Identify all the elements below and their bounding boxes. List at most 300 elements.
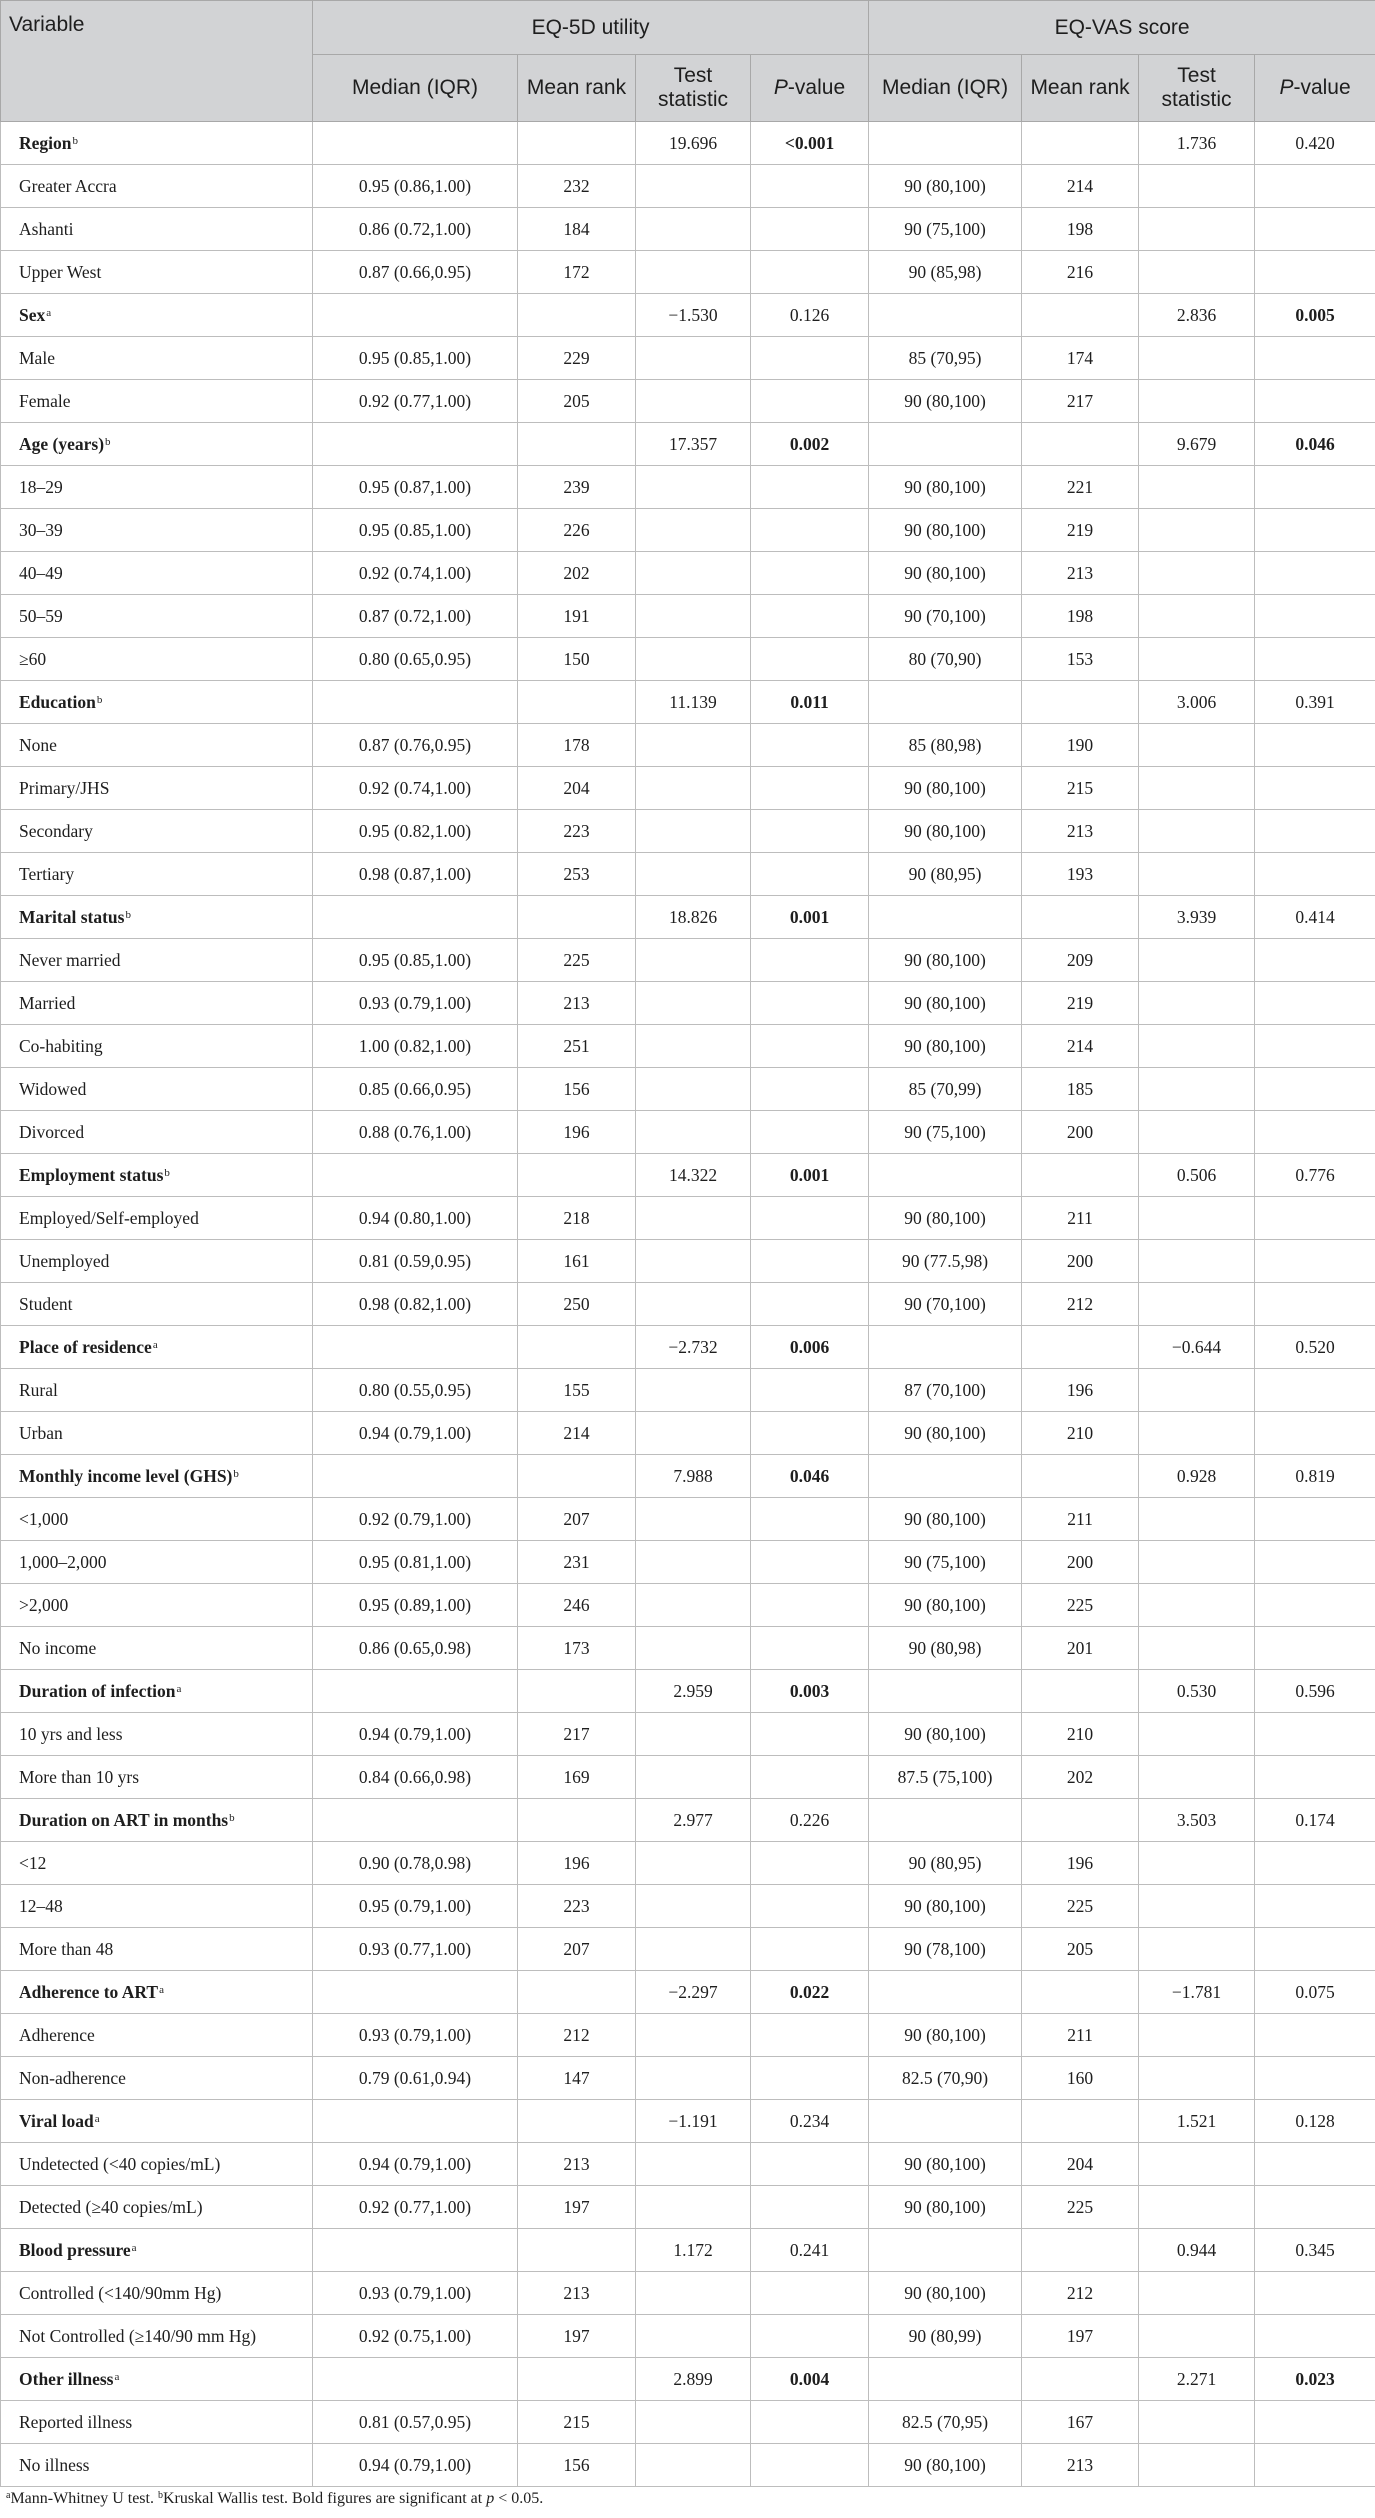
subgroup-row <box>1 1240 1375 1283</box>
value-cell: 216 <box>1022 251 1139 294</box>
subgroup-row <box>1 2401 1375 2444</box>
value-cell: 197 <box>518 2315 636 2358</box>
value-cell: 90 (85,98) <box>869 251 1022 294</box>
subgroup-row <box>1 1584 1375 1627</box>
variable-label: Ashanti <box>19 218 74 239</box>
value-cell <box>751 165 869 208</box>
subgroup-row <box>1 2057 1375 2100</box>
value-cell: 90 (80,100) <box>869 810 1022 853</box>
variable-cell <box>1 2143 313 2186</box>
value-cell: 11.139 <box>636 681 751 724</box>
variable-label: No illness <box>19 2454 90 2475</box>
value-cell <box>869 2100 1022 2143</box>
value-cell: 200 <box>1022 1541 1139 1584</box>
value-cell <box>518 1455 636 1498</box>
value-cell <box>1022 1455 1139 1498</box>
value-cell <box>1022 1799 1139 1842</box>
value-cell <box>1139 552 1255 595</box>
value-cell: 150 <box>518 638 636 681</box>
value-cell: 90 (80,100) <box>869 509 1022 552</box>
value-cell: 0.174 <box>1255 1799 1375 1842</box>
value-cell: 90 (80,100) <box>869 1584 1022 1627</box>
value-cell <box>1139 1197 1255 1240</box>
subgroup-row <box>1 1885 1375 1928</box>
value-cell: 0.94 (0.79,1.00) <box>313 1412 518 1455</box>
value-cell: 90 (80,100) <box>869 466 1022 509</box>
subgroup-row <box>1 2315 1375 2358</box>
value-cell: 207 <box>518 1498 636 1541</box>
value-cell: 90 (80,100) <box>869 2014 1022 2057</box>
value-cell: 90 (80,100) <box>869 165 1022 208</box>
header-p-symbol: P <box>773 76 788 99</box>
value-cell <box>1255 1283 1375 1326</box>
value-cell: 0.420 <box>1255 122 1375 165</box>
value-cell <box>636 165 751 208</box>
value-cell <box>1255 1498 1375 1541</box>
value-cell <box>751 767 869 810</box>
variable-cell <box>1 208 313 251</box>
value-cell: 214 <box>518 1412 636 1455</box>
subgroup-row <box>1 1928 1375 1971</box>
value-cell <box>1139 2014 1255 2057</box>
value-cell <box>1255 1025 1375 1068</box>
value-cell: 14.322 <box>636 1154 751 1197</box>
value-cell <box>751 1111 869 1154</box>
variable-cell <box>1 810 313 853</box>
variable-cell <box>1 896 313 939</box>
value-cell: 90 (80,100) <box>869 2186 1022 2229</box>
header-group-eq5d: EQ-5D utility <box>313 1 869 55</box>
value-cell <box>1255 2315 1375 2358</box>
test-footnote-mark: b <box>96 693 103 706</box>
value-cell: 218 <box>518 1197 636 1240</box>
value-cell <box>313 1971 518 2014</box>
value-cell <box>636 853 751 896</box>
value-cell <box>313 423 518 466</box>
value-cell: 213 <box>518 2143 636 2186</box>
value-cell <box>636 2186 751 2229</box>
value-cell: 90 (80,100) <box>869 939 1022 982</box>
value-cell <box>1255 1627 1375 1670</box>
value-cell <box>1139 165 1255 208</box>
value-cell <box>636 2444 751 2487</box>
variable-cell <box>1 251 313 294</box>
value-cell: 0.94 (0.79,1.00) <box>313 2444 518 2487</box>
value-cell: 2.836 <box>1139 294 1255 337</box>
value-cell <box>1139 724 1255 767</box>
value-cell <box>1139 1885 1255 1928</box>
variable-label: Widowed <box>19 1078 87 1099</box>
value-cell: 0.95 (0.86,1.00) <box>313 165 518 208</box>
value-cell: 85 (80,98) <box>869 724 1022 767</box>
subgroup-row <box>1 1068 1375 1111</box>
value-cell <box>1139 208 1255 251</box>
value-cell <box>1139 380 1255 423</box>
subgroup-row <box>1 2014 1375 2057</box>
value-cell <box>1255 1197 1375 1240</box>
value-cell <box>1255 2444 1375 2487</box>
value-cell <box>751 552 869 595</box>
variable-cell <box>1 1627 313 1670</box>
variable-cell <box>1 1412 313 1455</box>
value-cell: 90 (80,100) <box>869 767 1022 810</box>
value-cell <box>636 337 751 380</box>
value-cell <box>1255 1369 1375 1412</box>
value-cell <box>751 2014 869 2057</box>
value-cell <box>751 1584 869 1627</box>
category-row <box>1 1971 1375 2014</box>
value-cell: 174 <box>1022 337 1139 380</box>
header-subcolumn <box>636 55 751 122</box>
value-cell <box>518 2229 636 2272</box>
category-row <box>1 681 1375 724</box>
value-cell <box>636 380 751 423</box>
value-cell <box>869 122 1022 165</box>
value-cell <box>636 509 751 552</box>
value-cell: 0.776 <box>1255 1154 1375 1197</box>
value-cell <box>1139 2143 1255 2186</box>
value-cell: 212 <box>518 2014 636 2057</box>
value-cell: 200 <box>1022 1240 1139 1283</box>
variable-cell <box>1 2272 313 2315</box>
variable-label: Married <box>19 992 76 1013</box>
header-subcolumn-label: Test statistic <box>657 64 728 111</box>
value-cell: 0.95 (0.87,1.00) <box>313 466 518 509</box>
category-row <box>1 1154 1375 1197</box>
value-cell <box>636 939 751 982</box>
value-cell <box>1255 2014 1375 2057</box>
variable-cell <box>1 595 313 638</box>
value-cell <box>1139 337 1255 380</box>
variable-label: Adherence <box>19 2024 95 2045</box>
value-cell: 0.022 <box>751 1971 869 2014</box>
value-cell: 156 <box>518 2444 636 2487</box>
value-cell <box>869 1455 1022 1498</box>
value-cell <box>1139 466 1255 509</box>
variable-cell <box>1 2186 313 2229</box>
value-cell <box>751 1025 869 1068</box>
variable-cell <box>1 380 313 423</box>
variable-label: <1,000 <box>19 1508 69 1529</box>
subgroup-row <box>1 1541 1375 1584</box>
variable-label: Employed/Self-employed <box>19 1207 199 1228</box>
value-cell: 90 (80,100) <box>869 982 1022 1025</box>
value-cell <box>636 595 751 638</box>
value-cell <box>1022 1154 1139 1197</box>
value-cell: 80 (70,90) <box>869 638 1022 681</box>
value-cell <box>1139 1756 1255 1799</box>
value-cell: 90 (80,95) <box>869 1842 1022 1885</box>
variable-cell <box>1 1541 313 1584</box>
value-cell: 90 (80,100) <box>869 2272 1022 2315</box>
variable-cell <box>1 1498 313 1541</box>
value-cell: 0.95 (0.89,1.00) <box>313 1584 518 1627</box>
value-cell <box>751 2444 869 2487</box>
value-cell: 221 <box>1022 466 1139 509</box>
variable-label: 50–59 <box>19 605 63 626</box>
value-cell: 3.503 <box>1139 1799 1255 1842</box>
value-cell <box>1255 1713 1375 1756</box>
value-cell <box>751 1283 869 1326</box>
value-cell <box>636 724 751 767</box>
value-cell <box>313 1455 518 1498</box>
variable-cell <box>1 2315 313 2358</box>
variable-cell <box>1 1799 313 1842</box>
test-footnote-mark: a <box>159 1983 164 1996</box>
value-cell <box>1255 810 1375 853</box>
variable-label: Co-habiting <box>19 1035 103 1056</box>
value-cell <box>518 1326 636 1369</box>
value-cell <box>636 2143 751 2186</box>
variable-cell <box>1 1326 313 1369</box>
variable-cell <box>1 552 313 595</box>
value-cell <box>751 208 869 251</box>
value-cell: 0.001 <box>751 896 869 939</box>
value-cell: 200 <box>1022 1111 1139 1154</box>
value-cell <box>751 2401 869 2444</box>
variable-label: Female <box>19 390 71 411</box>
header-subcolumn <box>1255 55 1375 122</box>
value-cell: 0.011 <box>751 681 869 724</box>
variable-label: Primary/JHS <box>19 777 110 798</box>
subgroup-row <box>1 1713 1375 1756</box>
value-cell <box>636 2315 751 2358</box>
value-cell <box>751 2057 869 2100</box>
header-subcolumn <box>869 55 1022 122</box>
subgroup-row <box>1 337 1375 380</box>
subgroup-row <box>1 853 1375 896</box>
variable-cell <box>1 1068 313 1111</box>
variable-label: Blood pressure <box>19 2239 131 2260</box>
value-cell <box>1255 595 1375 638</box>
value-cell: 196 <box>518 1842 636 1885</box>
value-cell: 2.899 <box>636 2358 751 2401</box>
value-cell <box>751 2272 869 2315</box>
value-cell: 173 <box>518 1627 636 1670</box>
value-cell <box>518 896 636 939</box>
subgroup-row <box>1 1412 1375 1455</box>
value-cell <box>636 1283 751 1326</box>
value-cell <box>1255 1928 1375 1971</box>
value-cell: 213 <box>518 2272 636 2315</box>
value-cell: 210 <box>1022 1713 1139 1756</box>
value-cell <box>636 982 751 1025</box>
footnote-b-text: Kruskal Wallis test. Bold figures are significant at <box>162 2490 487 2507</box>
value-cell: 90 (80,98) <box>869 1627 1022 1670</box>
header-subcolumn-label: -value <box>1293 76 1351 99</box>
value-cell: 0.928 <box>1139 1455 1255 1498</box>
value-cell: 0.93 (0.79,1.00) <box>313 982 518 1025</box>
variable-label: Controlled (<140/90mm Hg) <box>19 2282 222 2303</box>
value-cell: 226 <box>518 509 636 552</box>
value-cell <box>636 2401 751 2444</box>
value-cell: 1.00 (0.82,1.00) <box>313 1025 518 1068</box>
value-cell: 155 <box>518 1369 636 1412</box>
header-group-eqvas: EQ-VAS score <box>869 1 1375 55</box>
value-cell <box>636 638 751 681</box>
header-variable: Variable <box>1 1 313 122</box>
header-subcolumn <box>1139 55 1255 122</box>
variable-label: Tertiary <box>19 863 75 884</box>
variable-cell <box>1 1842 313 1885</box>
value-cell <box>313 122 518 165</box>
value-cell <box>636 2014 751 2057</box>
header-subcolumn <box>313 55 518 122</box>
value-cell: 225 <box>1022 2186 1139 2229</box>
variable-cell <box>1 2057 313 2100</box>
test-footnote-mark: b <box>233 1467 239 1480</box>
value-cell: 147 <box>518 2057 636 2100</box>
value-cell: 0.95 (0.85,1.00) <box>313 509 518 552</box>
value-cell: 219 <box>1022 509 1139 552</box>
value-cell: 90 (80,100) <box>869 1713 1022 1756</box>
value-cell <box>751 1412 869 1455</box>
value-cell: 0.94 (0.79,1.00) <box>313 2143 518 2186</box>
value-cell: 0.87 (0.76,0.95) <box>313 724 518 767</box>
value-cell: 0.92 (0.79,1.00) <box>313 1498 518 1541</box>
category-row <box>1 423 1375 466</box>
category-row <box>1 1799 1375 1842</box>
subgroup-row <box>1 1197 1375 1240</box>
value-cell: 225 <box>1022 1584 1139 1627</box>
value-cell: 202 <box>518 552 636 595</box>
variable-label: >2,000 <box>19 1594 69 1615</box>
value-cell <box>313 1799 518 1842</box>
subgroup-row <box>1 982 1375 1025</box>
value-cell <box>1255 251 1375 294</box>
value-cell: 0.520 <box>1255 1326 1375 1369</box>
category-row <box>1 2100 1375 2143</box>
value-cell <box>1139 1627 1255 1670</box>
value-cell: 178 <box>518 724 636 767</box>
category-row <box>1 2358 1375 2401</box>
value-cell <box>636 1756 751 1799</box>
value-cell: 207 <box>518 1928 636 1971</box>
value-cell: 87 (70,100) <box>869 1369 1022 1412</box>
variable-label: None <box>19 734 57 755</box>
table-footnote <box>6 2490 543 2508</box>
category-row <box>1 1455 1375 1498</box>
variable-label: 18–29 <box>19 476 63 497</box>
value-cell: 212 <box>1022 1283 1139 1326</box>
value-cell: 0.92 (0.74,1.00) <box>313 552 518 595</box>
value-cell: 205 <box>518 380 636 423</box>
value-cell: 253 <box>518 853 636 896</box>
value-cell <box>751 1713 869 1756</box>
variable-label: Non-adherence <box>19 2067 126 2088</box>
value-cell <box>1022 1326 1139 1369</box>
value-cell <box>518 1154 636 1197</box>
value-cell <box>869 2358 1022 2401</box>
subgroup-row <box>1 2272 1375 2315</box>
value-cell <box>1139 1928 1255 1971</box>
value-cell: 160 <box>1022 2057 1139 2100</box>
value-cell: 0.84 (0.66,0.98) <box>313 1756 518 1799</box>
value-cell <box>1139 1240 1255 1283</box>
value-cell <box>636 1842 751 1885</box>
value-cell: 215 <box>518 2401 636 2444</box>
value-cell <box>1255 1584 1375 1627</box>
value-cell: 0.86 (0.65,0.98) <box>313 1627 518 1670</box>
variable-cell <box>1 1971 313 2014</box>
value-cell: 0.005 <box>1255 294 1375 337</box>
value-cell <box>636 1928 751 1971</box>
value-cell: 196 <box>1022 1369 1139 1412</box>
test-footnote-mark: a <box>46 306 52 319</box>
value-cell: 9.679 <box>1139 423 1255 466</box>
footnote-mark-a: a <box>6 2490 11 2501</box>
value-cell: 0.075 <box>1255 1971 1375 2014</box>
variable-cell <box>1 165 313 208</box>
value-cell <box>1139 638 1255 681</box>
variable-label: Never married <box>19 949 121 970</box>
value-cell: 1.521 <box>1139 2100 1255 2143</box>
value-cell <box>1255 1541 1375 1584</box>
value-cell <box>751 1498 869 1541</box>
value-cell: 231 <box>518 1541 636 1584</box>
value-cell <box>1022 423 1139 466</box>
variable-cell <box>1 2401 313 2444</box>
variable-label: Not Controlled (≥140/90 mm Hg) <box>19 2325 257 2346</box>
test-footnote-mark: a <box>131 2241 137 2254</box>
subgroup-row <box>1 1627 1375 1670</box>
value-cell: 0.414 <box>1255 896 1375 939</box>
value-cell <box>636 208 751 251</box>
value-cell: 0.93 (0.77,1.00) <box>313 1928 518 1971</box>
value-cell: 197 <box>1022 2315 1139 2358</box>
value-cell: 190 <box>1022 724 1139 767</box>
variable-label: Age (years) <box>19 433 105 454</box>
subgroup-row <box>1 724 1375 767</box>
value-cell: 211 <box>1022 1498 1139 1541</box>
value-cell: 90 (75,100) <box>869 1111 1022 1154</box>
value-cell <box>1139 1111 1255 1154</box>
value-cell: 213 <box>1022 2444 1139 2487</box>
value-cell: 90 (70,100) <box>869 1283 1022 1326</box>
category-row <box>1 1670 1375 1713</box>
value-cell <box>636 1412 751 1455</box>
variable-cell <box>1 1283 313 1326</box>
value-cell <box>751 2315 869 2358</box>
value-cell <box>1255 1068 1375 1111</box>
variable-cell <box>1 939 313 982</box>
value-cell <box>636 1197 751 1240</box>
variable-cell <box>1 294 313 337</box>
variable-label: Divorced <box>19 1121 85 1142</box>
variable-label: 12–48 <box>19 1895 63 1916</box>
value-cell: 18.826 <box>636 896 751 939</box>
subgroup-row <box>1 466 1375 509</box>
value-cell <box>636 466 751 509</box>
value-cell: 223 <box>518 1885 636 1928</box>
value-cell: 202 <box>1022 1756 1139 1799</box>
value-cell <box>1255 1412 1375 1455</box>
value-cell: 90 (80,99) <box>869 2315 1022 2358</box>
value-cell: 198 <box>1022 595 1139 638</box>
category-row <box>1 294 1375 337</box>
value-cell: 17.357 <box>636 423 751 466</box>
footnote-a-text: Mann-Whitney U test. <box>10 2490 158 2507</box>
test-footnote-mark: a <box>114 2370 120 2383</box>
test-footnote-mark: b <box>105 435 111 448</box>
value-cell: 0.046 <box>1255 423 1375 466</box>
value-cell <box>1255 165 1375 208</box>
value-cell <box>518 423 636 466</box>
value-cell: 161 <box>518 1240 636 1283</box>
value-cell: 193 <box>1022 853 1139 896</box>
value-cell: 215 <box>1022 767 1139 810</box>
value-cell: 90 (77.5,98) <box>869 1240 1022 1283</box>
